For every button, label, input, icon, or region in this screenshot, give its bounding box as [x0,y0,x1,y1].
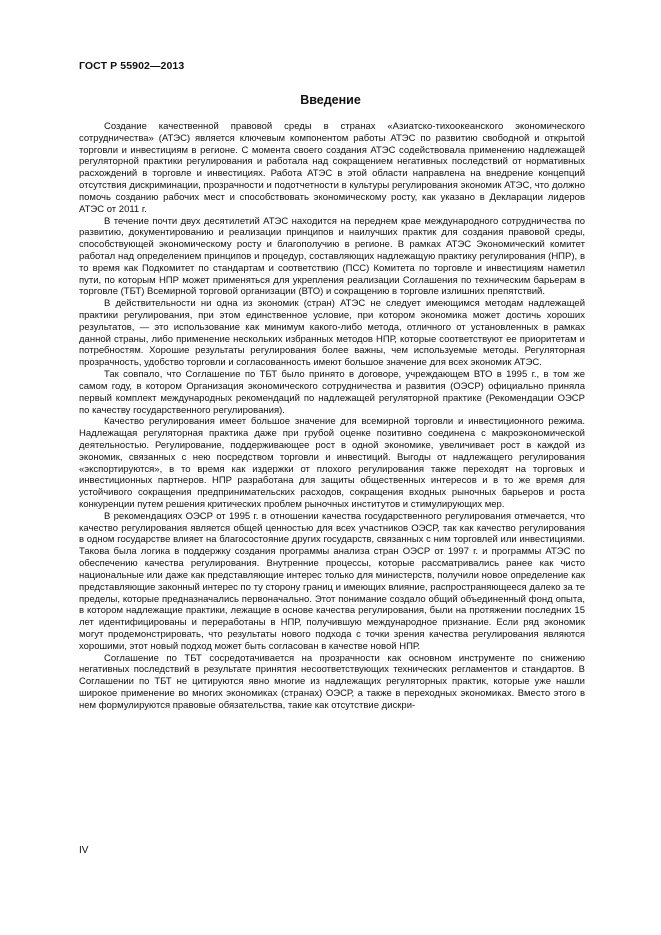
paragraph: В рекомендациях ОЭСР от 1995 г. в отношении качества государственного регулирования отмечается, что качество регулирования является общей ценностью для всех участников ОЭСР, так как качество регулирования в одном государстве влияет на благосостояние других государств, связанных с ним торговлей или инвестициями. Такова была логика в поддержку создания программы анализа стран ОЭСР от 1997 г. и программы АТЭС по обеспечению качества регулирования. Внутренние процессы, которые рассматривались ранее как чисто национальные или даже как представляющие интерес только для министерств, получили новое определение как представляющие законный интерес по ту сторону границ и имеющих влияние, распространяющееся далеко за те пределы, которые предназначались первоначально. Этот понимание создало общий объединенный фонд опыта, в котором надлежащие практики, лежащие в основе качества регулирования, были на протяжении последних 15 лет идентифицированы и переработаны в НПР, получившую международное признание. Если ряд экономик могут продемонстрировать, что результаты нового подхода с точки зрения качества регулирования являются хорошими, этот новый подход может быть согласован в качестве новой НПР. [79,510,585,652]
paragraph: В действительности ни одна из экономик (стран) АТЭС не следует имеющимся методам надлежащей практики регулирования, при этом единственное условие, при котором экономика может достичь хороших результатов, — это использование как минимум какого-либо метода, отличного от установленных в рамках данной страны, либо применение нескольких избранных методов НПР, которые соответствуют ее приоритетам и потребностям. Хорошие результаты регулирования более важны, чем используемые методы. Регуляторная прозрачность, удобство торговли и согласованность имеют большое значение для всех экономик АТЭС. [79,298,585,369]
body-text [79,121,585,712]
paragraph: Соглашение по ТБТ сосредотачивается на прозрачности как основном инструменте по снижению негативных последствий в результате принятия несоответствующих технических регламентов и стандартов. В Соглашении по ТБТ не цитируются явно многие из надлежащих регуляторных практик, которые уже нашли широкое применение во многих экономиках (странах) ОЭСР, а также в переходных экономиках. Вместо этого в нем формулируются правовые обязательства, такие как отсутствие дискри- [79,652,585,711]
paragraph: Качество регулирования имеет большое значение для всемирной торговли и инвестиционного режима. Надлежащая регуляторная практика даже при грубой оценке позитивно соединена с макроэкономической деятельностью. Регулирование, поддерживающее рост в одной экономике, увеличивает рост в каждой из экономик, связанных с нею посредством торговли и инвестиций. Выгоды от надлежащего регулирования «экспортируются», в то время как издержки от плохого регулирования также переходят на торговых и инвестиционных партнеров. НПР разработана для защиты общественных интересов и в то же время для устойчивого сокращения предпринимательских расходов, сокращения входных рыночных барьеров и роста конкуренции путем решения критических проблем рыночных институтов и стимулирующих мер. [79,416,585,510]
paragraph: В течение почти двух десятилетий АТЭС находится на переднем крае международного сотрудничества по развитию, документированию и реализации принципов и наилучших практик для создания правовой среды, способствующей экономическому росту и благополучию в регионе. В рамках АТЭС Экономический комитет работал над определением принципов и процедур, составляющих надлежащую практику регулирования (НПР), в то время как Подкомитет по стандартам и соответствию (ПСС) Комитета по торговле и инвестициям наметил пути, по которым НПР может применяться для укрепления реализации Соглашения по техническим барьерам в торговле (ТБТ) Всемирной торговой организации (ВТО) и сокращению в торговле излишних препятствий. [79,215,585,298]
standard-code-header: ГОСТ Р 55902—2013 [79,60,185,72]
paragraph: Создание качественной правовой среды в странах «Азиатско-тихоокеанского экономического сотрудничества» (АТЭС) является ключевым компонентом работы АТЭС по развитию свободной и открытой торговли и инвестициям в регионе. С момента своего создания АТЭС содействовала применению надлежащей регуляторной практики регулирования и работала над сокращением негативных последствий от нормативных расхождений в торговле и инвестициях. Работа АТЭС в этой области направлена на внедрение концепций отсутствия дискриминации, прозрачности и подотчетности в культуры регулирования экономик АТЭС, что должно помочь созданию рабочих мест и способствовать экономическому росту, как указано в Декларации лидеров АТЭС от 2011 г. [79,121,585,215]
paragraph: Так совпало, что Соглашение по ТБТ было принято в договоре, учреждающем ВТО в 1995 г., в том же самом году, в котором Организация экономического сотрудничества и развития (ОЭСР) официально приняла первый комплект международных рекомендаций по надлежащей регуляторной практике (Рекомендации ОЭСР по качеству государственного регулирования). [79,369,585,416]
page-number: IV [79,845,89,856]
section-title: Введение [300,93,361,107]
